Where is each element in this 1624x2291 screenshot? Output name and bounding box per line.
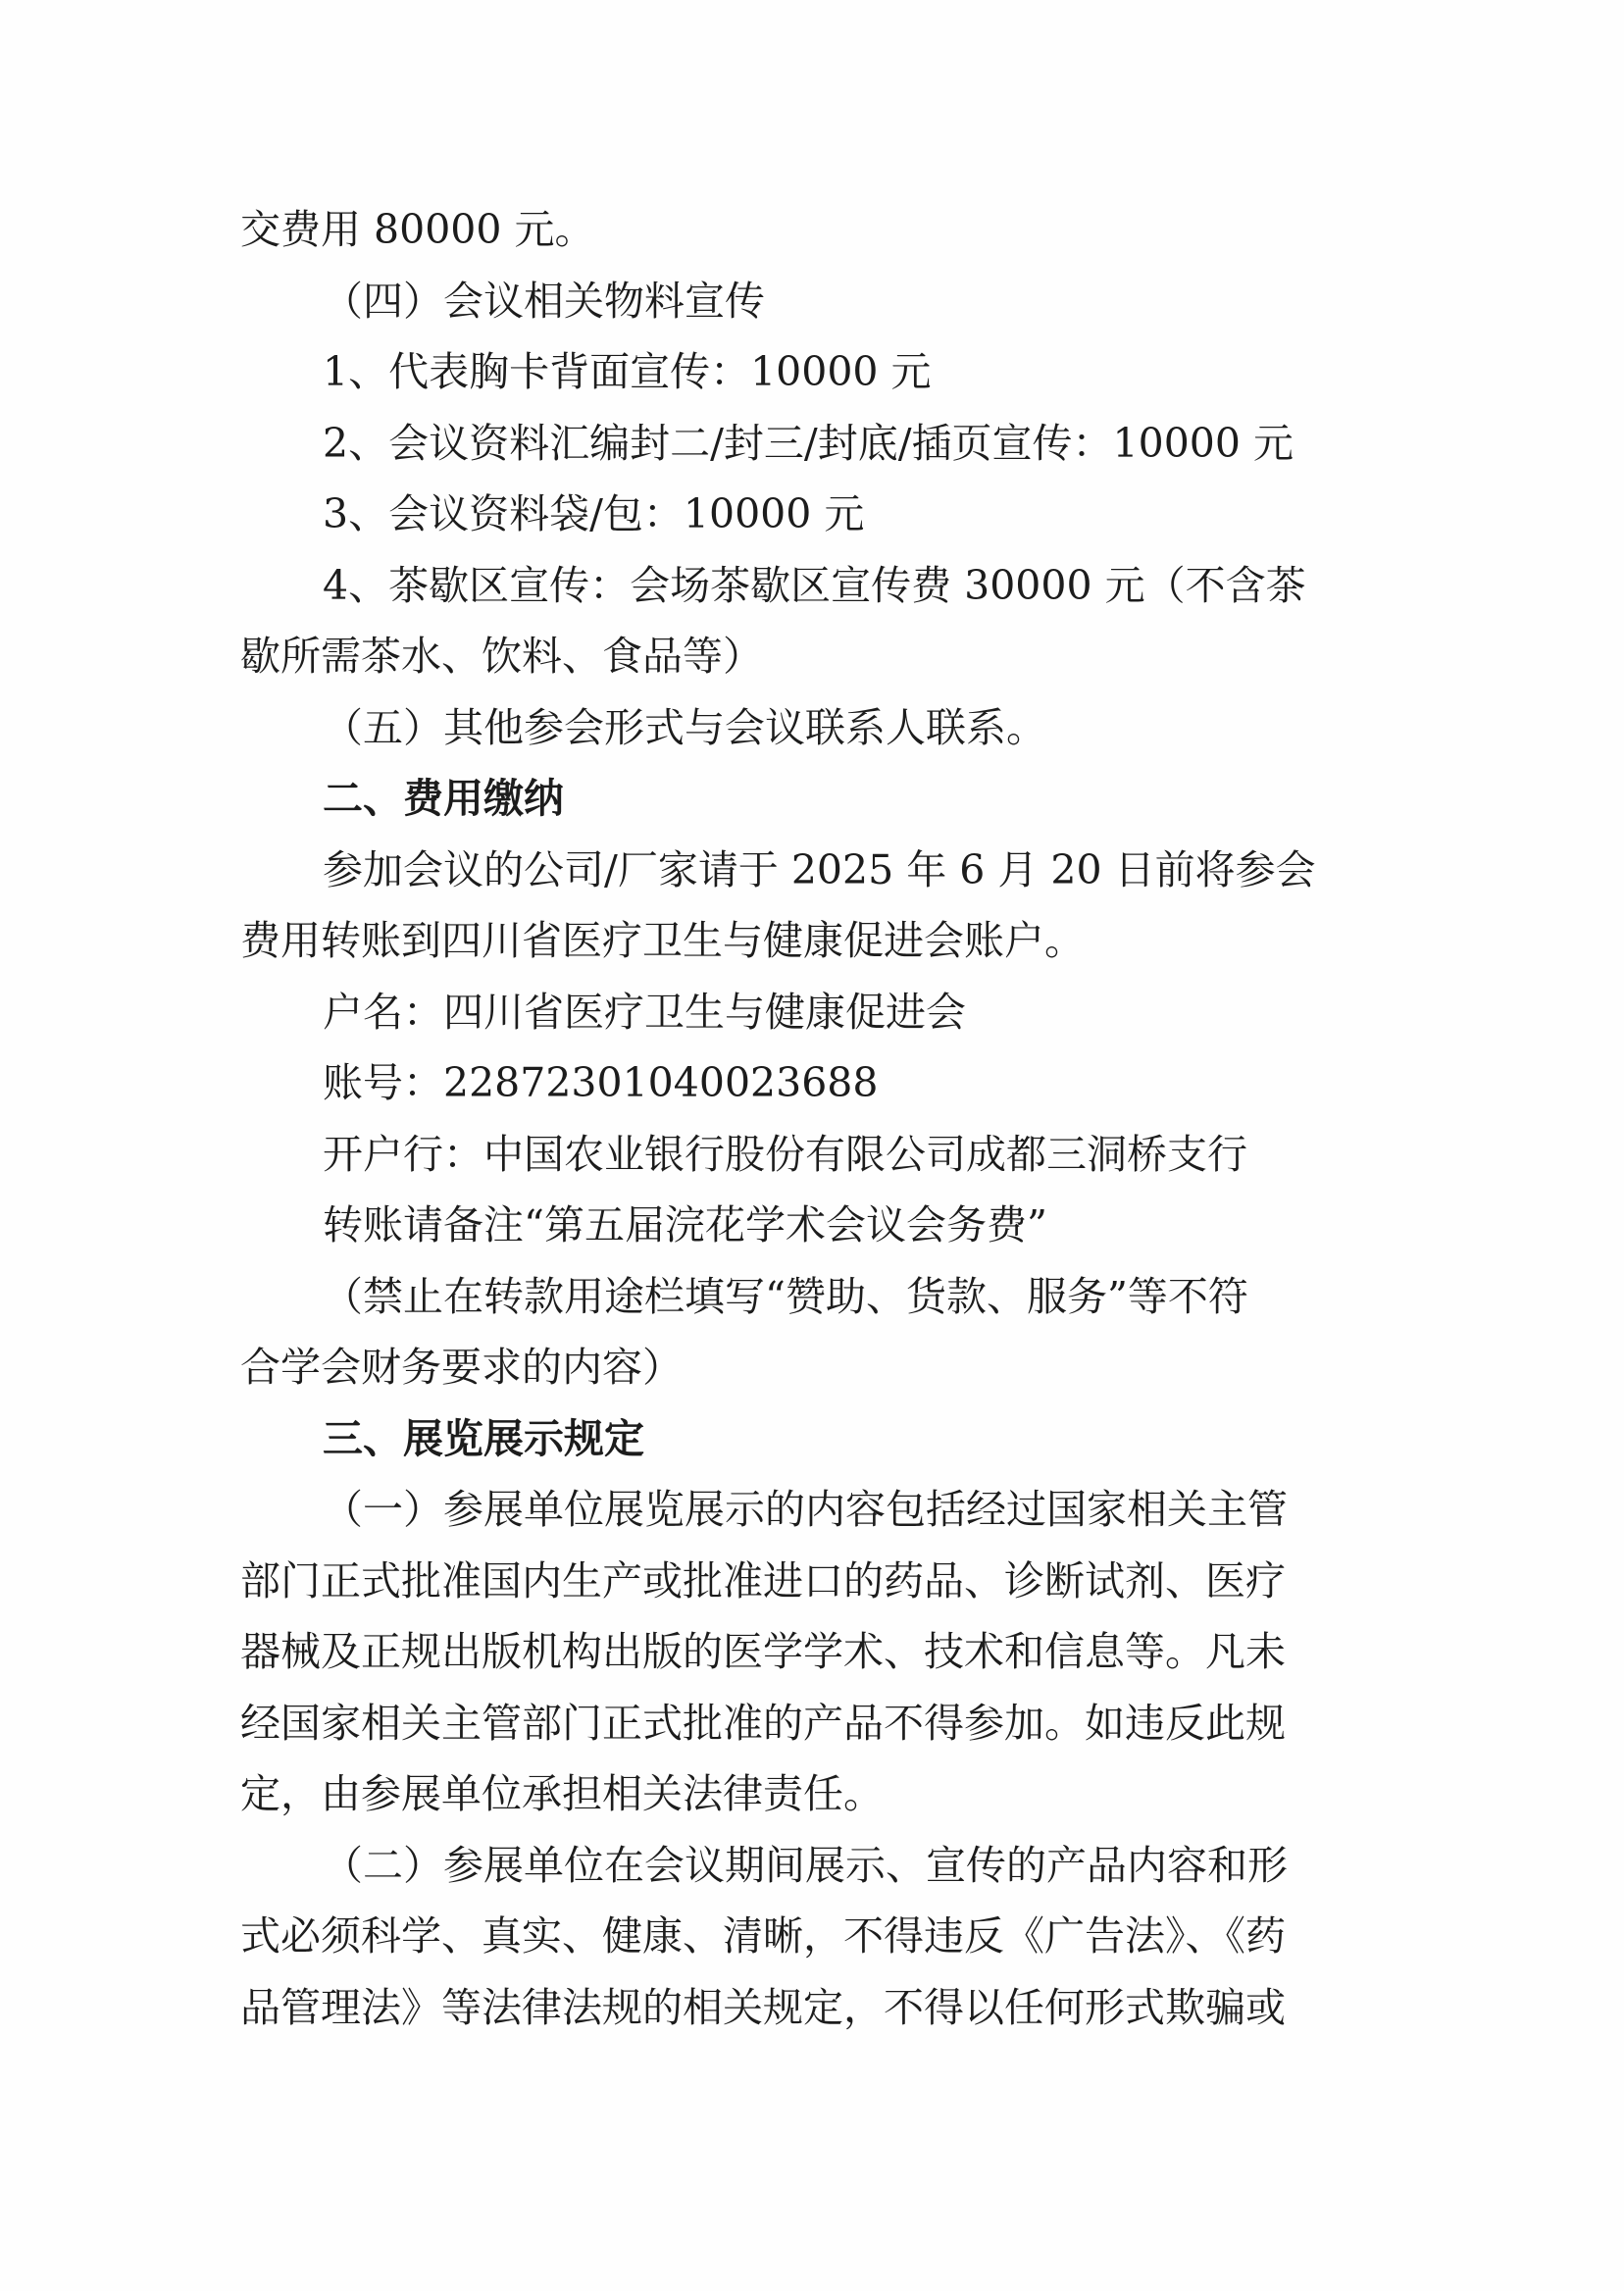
text-line: 式必须科学、真实、健康、清晰，不得违反《广告法》、《药 <box>240 1912 1286 1960</box>
text-line: 定，由参展单位承担相关法律责任。 <box>240 1770 884 1817</box>
section-heading: 二、费用缴纳 <box>323 775 564 822</box>
text-line: （二）参展单位在会议期间展示、宣传的产品内容和形 <box>323 1841 1288 1889</box>
document-body <box>240 194 1378 2043</box>
text-line: 参加会议的公司/厂家请于 2025 年 6 月 20 日前将参会 <box>323 845 1316 893</box>
text-line: 交费用 80000 元。 <box>240 206 595 253</box>
text-line: 品管理法》等法律法规的相关规定，不得以任何形式欺骗或 <box>240 1983 1286 2031</box>
text-line: 账号：22872301040023688 <box>323 1059 879 1106</box>
text-line: 3、会议资料袋/包：10000 元 <box>323 490 865 537</box>
text-line: （五）其他参会形式与会议联系人联系。 <box>323 703 1046 751</box>
text-line: （一）参展单位展览展示的内容包括经过国家相关主管 <box>323 1486 1288 1533</box>
text-line: 费用转账到四川省医疗卫生与健康促进会账户。 <box>240 917 1085 964</box>
text-line: （四）会议相关物料宣传 <box>323 277 765 325</box>
text-line: 合学会财务要求的内容） <box>240 1344 683 1391</box>
section-heading: 三、展览展示规定 <box>323 1414 644 1462</box>
text-line: （禁止在转款用途栏填写“赞助、货款、服务”等不符 <box>323 1272 1248 1320</box>
text-line: 4、茶歇区宣传：会场茶歇区宣传费 30000 元（不含茶 <box>323 561 1306 609</box>
text-line: 2、会议资料汇编封二/封三/封底/插页宣传：10000 元 <box>323 419 1294 467</box>
text-line: 器械及正规出版机构出版的医学学术、技术和信息等。凡未 <box>240 1628 1286 1675</box>
text-line: 部门正式批准国内生产或批准进口的药品、诊断试剂、医疗 <box>240 1556 1286 1604</box>
text-line: 开户行：中国农业银行股份有限公司成都三洞桥支行 <box>323 1130 1247 1178</box>
text-line: 1、代表胸卡背面宣传：10000 元 <box>323 348 932 395</box>
text-line: 歇所需茶水、饮料、食品等） <box>240 633 763 680</box>
text-line: 经国家相关主管部门正式批准的产品不得参加。如违反此规 <box>240 1699 1286 1747</box>
text-line: 转账请备注“第五届浣花学术会议会务费” <box>323 1201 1047 1248</box>
text-line: 户名：四川省医疗卫生与健康促进会 <box>323 988 966 1036</box>
